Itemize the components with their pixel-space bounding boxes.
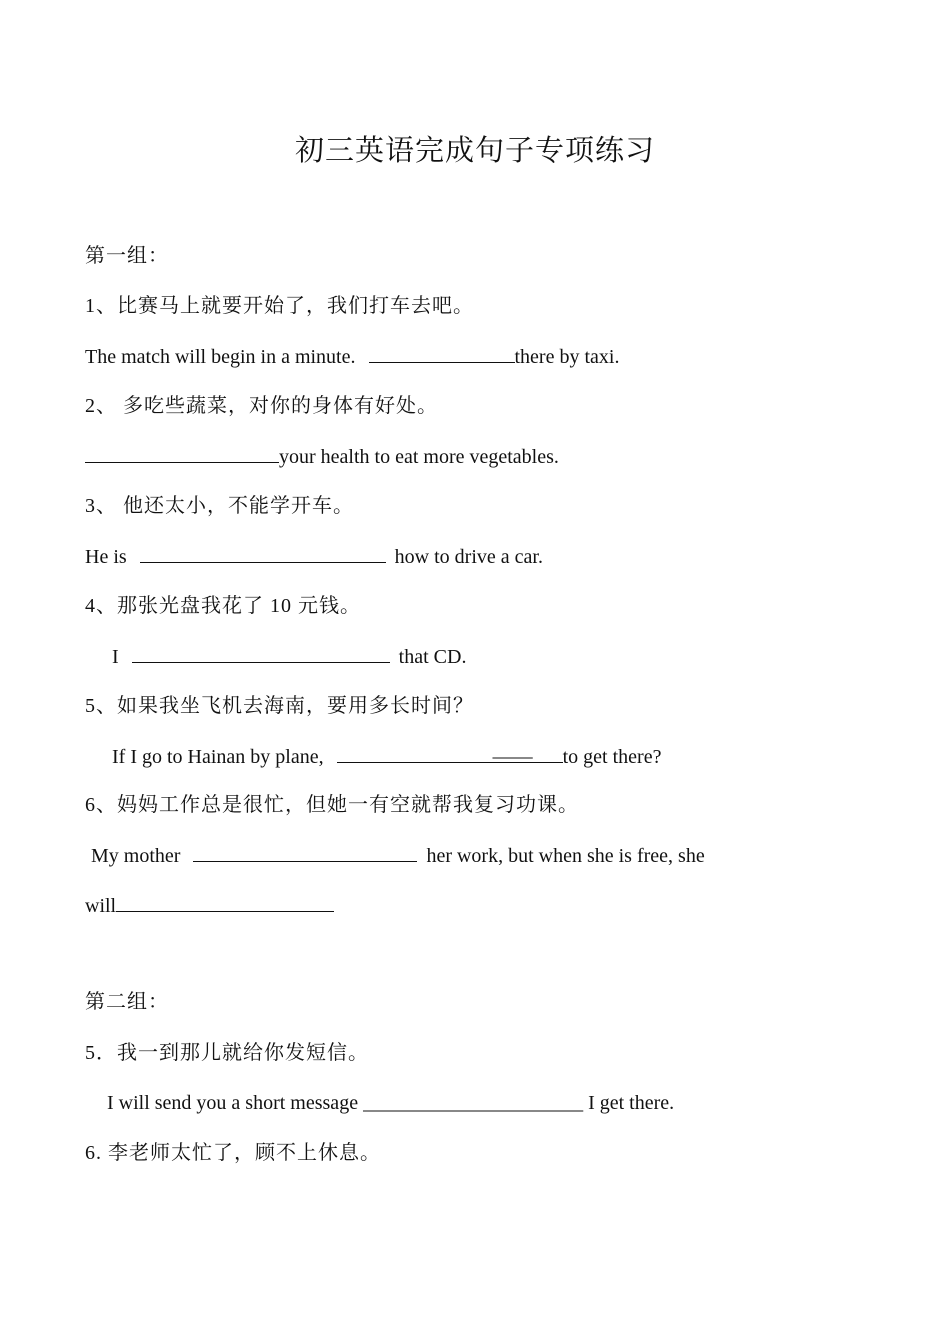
q1-english — [85, 344, 619, 368]
q2-chinese: 2、 多吃些蔬菜，对你的身体有好处。 — [85, 395, 438, 417]
q5-chinese: 5、如果我坐飞机去海南，要用多长时间？ — [85, 695, 474, 717]
q2-text-after: your health to eat more vegetables. — [279, 446, 559, 468]
q5-english — [112, 739, 662, 768]
q1-chinese: 1、比赛马上就要开始了，我们打车去吧。 — [85, 295, 474, 317]
q4-chinese: 4、那张光盘我花了 10 元钱。 — [85, 595, 361, 617]
q3-text-after: how to drive a car. — [394, 546, 543, 568]
q6-text-before: My mother — [91, 845, 181, 867]
q6-answer-blank-1[interactable] — [193, 843, 417, 862]
q4-text-before: I — [112, 646, 119, 668]
g2-q5-answer-blank[interactable]: ______________________ — [363, 1092, 584, 1114]
group2-heading: 第二组： — [85, 991, 169, 1013]
q4-english — [112, 644, 466, 668]
g2-q6-chinese: 6. 李老师太忙了，顾不上休息。 — [85, 1142, 381, 1164]
q2-answer-blank[interactable] — [85, 444, 279, 463]
q1-answer-blank[interactable] — [369, 344, 515, 363]
g2-q5-text-before: I will send you a short message — [107, 1092, 359, 1114]
q5-inner-underline: ____ — [492, 739, 533, 761]
q3-answer-blank[interactable] — [140, 544, 386, 563]
q4-answer-blank[interactable] — [132, 644, 390, 663]
q4-text-after: that CD. — [398, 646, 467, 668]
q6-text-will: will — [85, 895, 117, 917]
q6-chinese: 6、妈妈工作总是很忙，但她一有空就帮我复习功课。 — [85, 794, 579, 816]
q2-english — [85, 444, 559, 468]
q5-text-after: to get there? — [562, 746, 662, 768]
g2-q5-chinese: 5．我一到那儿就给你发短信。 — [85, 1042, 369, 1064]
q3-text-before: He is — [85, 546, 127, 568]
q5-text-before: If I go to Hainan by plane, — [112, 746, 324, 768]
q6-answer-blank-2[interactable] — [116, 893, 334, 912]
q3-chinese: 3、 他还太小，不能学开车。 — [85, 495, 354, 517]
g2-q5-english — [107, 1091, 674, 1115]
q1-text-after: there by taxi. — [514, 346, 620, 368]
q5-answer-blank[interactable] — [337, 739, 563, 763]
q3-english — [85, 544, 543, 568]
q6-english-cont — [85, 893, 334, 917]
page-title: 初三英语完成句子专项练习 — [294, 135, 655, 167]
group1-heading: 第一组： — [85, 245, 169, 267]
q6-text-after: her work, but when she is free, she — [426, 845, 705, 867]
g2-q5-text-after: I get there. — [588, 1092, 675, 1114]
q1-text-before: The match will begin in a minute. — [85, 346, 356, 368]
q6-english — [91, 843, 705, 867]
